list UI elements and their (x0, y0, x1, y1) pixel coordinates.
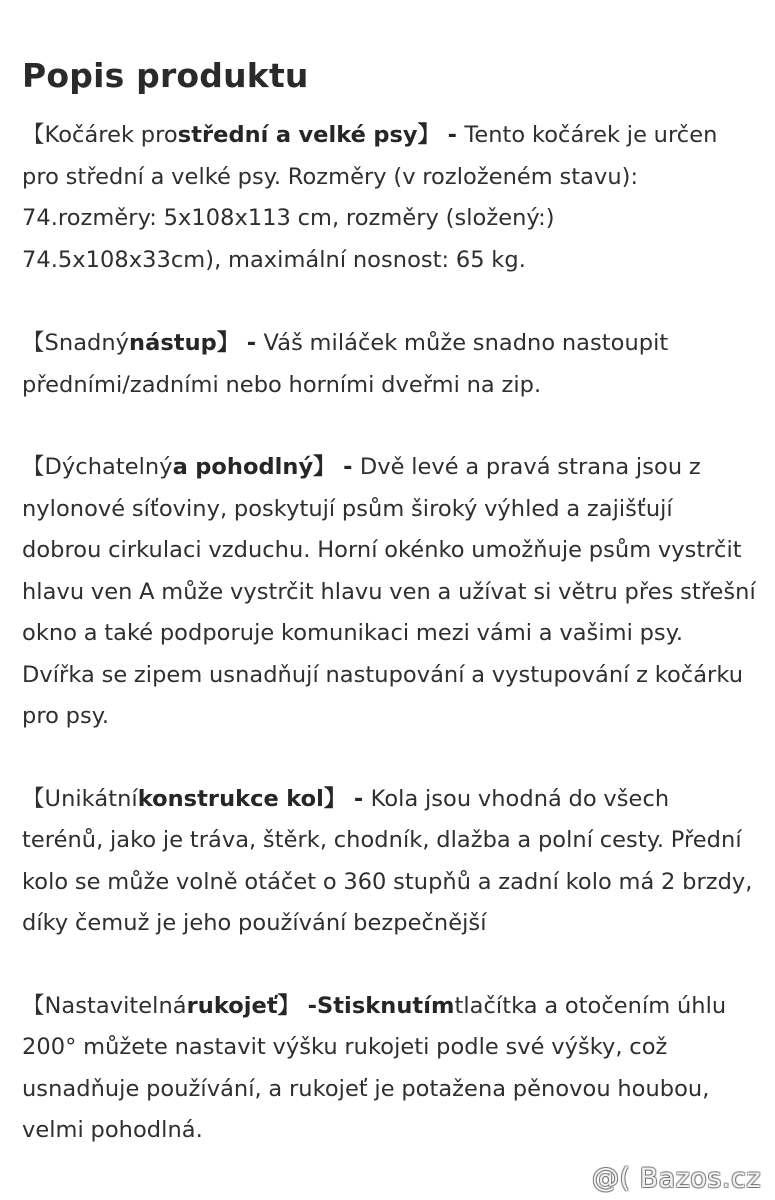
section-heading-2: Stisknutím (317, 992, 455, 1019)
section-dash: - (300, 992, 317, 1019)
section-close: 】 (277, 992, 301, 1019)
section-heading: a pohodlný (172, 454, 314, 480)
section-heading: konstrukce kol (137, 785, 324, 812)
section-dash: - (440, 122, 465, 148)
page-title: Popis produktu (22, 56, 309, 95)
section-close: 】 (313, 454, 336, 480)
section-heading: střední a velké psy (177, 122, 418, 148)
section-easy-entry (22, 323, 757, 406)
section-close: 】 (216, 330, 240, 356)
section-heading: rukojeť (186, 992, 278, 1019)
section-open: 【Snadný (22, 330, 130, 356)
section-heading: nástup (129, 330, 217, 356)
section-text: tlačítka a otočením úhlu 200° můžete nastavit výšku rukojeti podle své výšky, což usnadňuje používání, a rukojeť je potažena pěnovou houbou, velmi pohodlná. (22, 992, 727, 1143)
section-dash: - (239, 330, 264, 356)
section-text: Kola jsou vhodná do všech terénů, jako je tráva, štěrk, chodník, dlažba a polní cesty. Přední kolo se může volně otáčet o 360 stupňů a zadní kolo má 2 brzdy, díky čemuž je jeho používání bezpečnější (22, 785, 753, 936)
section-stroller-size (22, 115, 757, 281)
section-open: 【Nastavitelná (22, 992, 187, 1019)
section-text: Dvě levé a pravá strana jsou z nylonové síťoviny, poskytují psům široký výhled a zajišťují dobrou cirkulaci vzduchu. Horní okénko umožňuje psům vystrčit hlavu ven A může vystrčit hlavu ven a užívat si větru přes střešní okno a také podporuje komunikaci mezi vámi a vašimi psy. Dvířka se zipem usnadňují nastupování a vystupování z kočárku pro psy. (22, 454, 756, 729)
section-open: 【Dýchatelný (22, 454, 173, 480)
section-dash: - (335, 454, 360, 480)
section-close: 】 (323, 785, 347, 812)
section-text: Váš miláček může snadno nastoupit předními/zadními nebo horními dveřmi na zip. (22, 330, 669, 398)
section-wheels (22, 779, 757, 945)
section-open: 【Unikátní (22, 785, 138, 812)
section-handle (22, 986, 757, 1152)
product-description (22, 0, 757, 1152)
section-dash: - (346, 785, 371, 812)
bazos-watermark: @( Bazos.cz (591, 1163, 761, 1194)
section-breathable (22, 447, 757, 738)
section-close: 】 (417, 122, 441, 148)
section-open: 【Kočárek pro (22, 122, 178, 148)
section-text: Tento kočárek je určen pro střední a velké psy. Rozměry (v rozloženém stavu): 74.rozměry: 5x108x113 cm, rozměry (složený:) 74.5x108x33cm), maximální nosnost: 65 kg. (22, 122, 718, 273)
